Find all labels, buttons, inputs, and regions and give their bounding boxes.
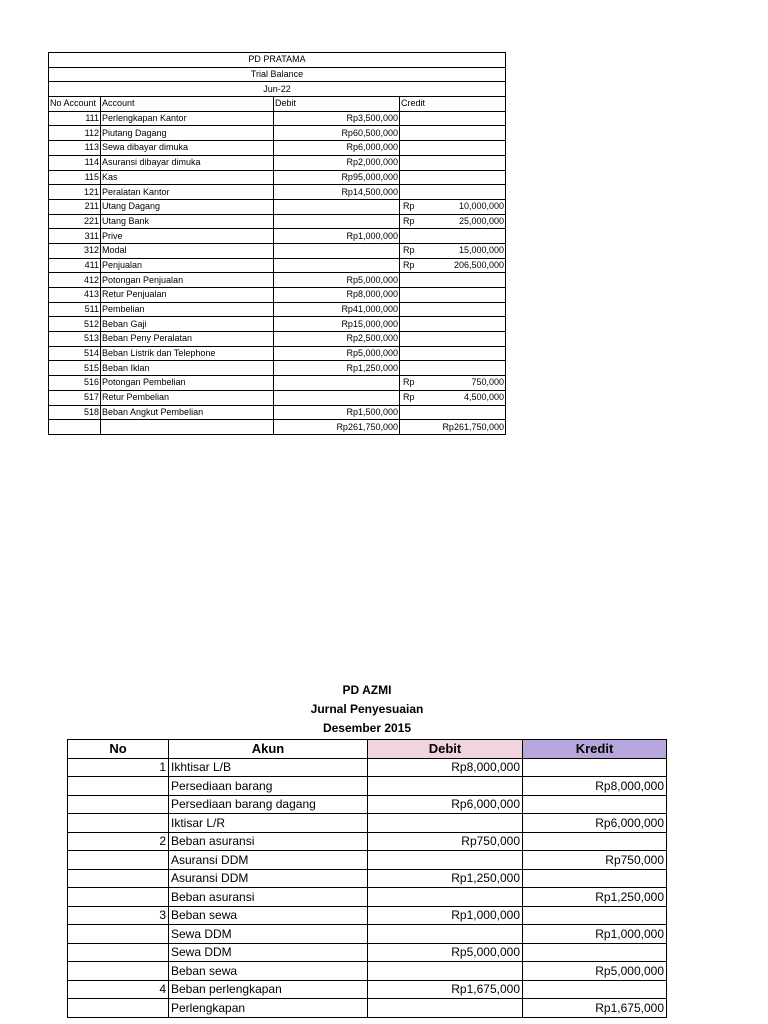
tb-credit xyxy=(400,155,506,170)
adjusting-journal-table xyxy=(67,739,667,1018)
tb-debit: Rp3,500,000 xyxy=(274,111,400,126)
tb-credit-amount: 750,000 xyxy=(471,377,504,388)
tb-credit-currency: Rp xyxy=(403,377,415,388)
tb-account-name: Piutang Dagang xyxy=(101,126,274,141)
tb-credit xyxy=(400,185,506,200)
tb-account-name: Beban Peny Peralatan xyxy=(101,332,274,347)
tb-credit xyxy=(400,361,506,376)
tb-credit xyxy=(400,243,506,258)
jp-kredit: Rp5,000,000 xyxy=(523,962,667,981)
jp-akun: Sewa DDM xyxy=(169,925,368,944)
jp-no xyxy=(68,943,169,962)
tb-header-no-account: No Account xyxy=(49,97,101,112)
tb-credit-currency: Rp xyxy=(403,392,415,403)
tb-credit-amount: 4,500,000 xyxy=(463,392,504,403)
tb-row xyxy=(49,346,506,361)
jp-akun: Sewa DDM xyxy=(169,943,368,962)
jp-no xyxy=(68,888,169,907)
tb-credit xyxy=(400,288,506,303)
jp-debit xyxy=(368,888,523,907)
jp-kredit xyxy=(523,832,667,851)
tb-credit-currency: Rp xyxy=(403,215,415,226)
tb-debit: Rp8,000,000 xyxy=(274,288,400,303)
tb-row xyxy=(49,185,506,200)
tb-title: Trial Balance xyxy=(49,67,506,82)
tb-period: Jun-22 xyxy=(49,82,506,97)
tb-credit xyxy=(400,405,506,420)
jp-header-debit: Debit xyxy=(368,740,523,759)
tb-credit-wrap xyxy=(401,378,504,387)
jp-debit: Rp8,000,000 xyxy=(368,758,523,777)
tb-row xyxy=(49,390,506,405)
tb-row xyxy=(49,405,506,420)
tb-row xyxy=(49,243,506,258)
tb-account-no: 516 xyxy=(49,376,101,391)
tb-credit-wrap xyxy=(401,246,504,255)
tb-account-no: 518 xyxy=(49,405,101,420)
jp-kredit: Rp1,250,000 xyxy=(523,888,667,907)
tb-account-name: Potongan Pembelian xyxy=(101,376,274,391)
tb-account-no: 114 xyxy=(49,155,101,170)
tb-account-name: Penjualan xyxy=(101,258,274,273)
jp-kredit: Rp750,000 xyxy=(523,851,667,870)
tb-account-no: 513 xyxy=(49,332,101,347)
tb-credit xyxy=(400,229,506,244)
jp-title: Jurnal Penyesuaian xyxy=(310,702,424,716)
tb-credit xyxy=(400,346,506,361)
tb-debit xyxy=(274,376,400,391)
tb-row xyxy=(49,126,506,141)
jp-debit: Rp5,000,000 xyxy=(368,943,523,962)
tb-account-name: Prive xyxy=(101,229,274,244)
tb-total-debit: Rp261,750,000 xyxy=(274,420,400,435)
tb-credit-amount: 206,500,000 xyxy=(453,259,504,270)
tb-header-debit: Debit xyxy=(274,97,400,112)
tb-credit-amount: 10,000,000 xyxy=(458,201,504,212)
tb-credit xyxy=(400,214,506,229)
jp-row xyxy=(68,925,667,944)
tb-credit xyxy=(400,258,506,273)
jp-row xyxy=(68,851,667,870)
tb-account-name: Potongan Penjualan xyxy=(101,273,274,288)
tb-header-credit: Credit xyxy=(400,97,506,112)
jp-no: 3 xyxy=(68,906,169,925)
tb-total-no xyxy=(49,420,101,435)
tb-total-credit: Rp261,750,000 xyxy=(400,420,506,435)
tb-credit-currency: Rp xyxy=(403,201,415,212)
tb-account-no: 221 xyxy=(49,214,101,229)
jp-no xyxy=(68,962,169,981)
tb-credit xyxy=(400,376,506,391)
tb-account-no: 312 xyxy=(49,243,101,258)
jp-no xyxy=(68,999,169,1018)
tb-debit: Rp95,000,000 xyxy=(274,170,400,185)
tb-account-no: 514 xyxy=(49,346,101,361)
jp-debit: Rp1,250,000 xyxy=(368,869,523,888)
tb-account-no: 515 xyxy=(49,361,101,376)
jp-row xyxy=(68,888,667,907)
jp-debit xyxy=(368,999,523,1018)
tb-row xyxy=(49,141,506,156)
tb-account-no: 113 xyxy=(49,141,101,156)
tb-debit: Rp1,500,000 xyxy=(274,405,400,420)
tb-credit xyxy=(400,170,506,185)
jp-header-akun: Akun xyxy=(169,740,368,759)
jp-debit: Rp1,675,000 xyxy=(368,980,523,999)
jp-akun: Persediaan barang xyxy=(169,777,368,796)
jp-akun: Perlengkapan xyxy=(169,999,368,1018)
jp-row xyxy=(68,795,667,814)
jp-no: 1 xyxy=(68,758,169,777)
tb-account-no: 112 xyxy=(49,126,101,141)
tb-debit: Rp60,500,000 xyxy=(274,126,400,141)
jp-akun: Asuransi DDM xyxy=(169,869,368,888)
jp-row xyxy=(68,777,667,796)
jp-kredit xyxy=(523,795,667,814)
jp-kredit: Rp1,000,000 xyxy=(523,925,667,944)
jp-akun: Beban asuransi xyxy=(169,832,368,851)
tb-credit-currency: Rp xyxy=(403,245,415,256)
jp-no xyxy=(68,795,169,814)
jp-row xyxy=(68,999,667,1018)
tb-credit xyxy=(400,317,506,332)
jp-row xyxy=(68,869,667,888)
jp-row xyxy=(68,814,667,833)
tb-credit-wrap xyxy=(401,393,504,402)
jp-debit xyxy=(368,777,523,796)
tb-account-name: Beban Angkut Pembelian xyxy=(101,405,274,420)
tb-total-row xyxy=(49,420,506,435)
jp-header-kredit: Kredit xyxy=(523,740,667,759)
jp-debit xyxy=(368,814,523,833)
tb-account-no: 121 xyxy=(49,185,101,200)
tb-header-account: Account xyxy=(101,97,274,112)
jp-row xyxy=(68,980,667,999)
jp-debit: Rp6,000,000 xyxy=(368,795,523,814)
jp-akun: Iktisar L/R xyxy=(169,814,368,833)
tb-debit xyxy=(274,390,400,405)
tb-row xyxy=(49,214,506,229)
tb-company-row xyxy=(49,53,506,68)
tb-company: PD PRATAMA xyxy=(49,53,506,68)
jp-row xyxy=(68,943,667,962)
tb-account-name: Modal xyxy=(101,243,274,258)
tb-account-name: Asuransi dibayar dimuka xyxy=(101,155,274,170)
tb-debit: Rp14,500,000 xyxy=(274,185,400,200)
tb-debit: Rp5,000,000 xyxy=(274,346,400,361)
tb-row xyxy=(49,199,506,214)
tb-credit-wrap xyxy=(401,217,504,226)
tb-credit xyxy=(400,141,506,156)
jp-row xyxy=(68,962,667,981)
tb-account-name: Kas xyxy=(101,170,274,185)
tb-account-name: Retur Pembelian xyxy=(101,390,274,405)
jp-akun: Beban perlengkapan xyxy=(169,980,368,999)
jp-akun: Asuransi DDM xyxy=(169,851,368,870)
tb-total-label xyxy=(101,420,274,435)
tb-account-no: 111 xyxy=(49,111,101,126)
tb-credit-currency: Rp xyxy=(403,259,415,270)
tb-credit xyxy=(400,199,506,214)
jp-row xyxy=(68,758,667,777)
jp-kredit: Rp6,000,000 xyxy=(523,814,667,833)
jp-kredit xyxy=(523,943,667,962)
tb-credit xyxy=(400,332,506,347)
tb-debit: Rp2,000,000 xyxy=(274,155,400,170)
tb-account-name: Retur Penjualan xyxy=(101,288,274,303)
tb-account-no: 115 xyxy=(49,170,101,185)
tb-account-name: Utang Dagang xyxy=(101,199,274,214)
tb-account-name: Sewa dibayar dimuka xyxy=(101,141,274,156)
jp-period: Desember 2015 xyxy=(322,721,412,735)
tb-account-no: 411 xyxy=(49,258,101,273)
jp-no xyxy=(68,814,169,833)
jp-header-no: No xyxy=(68,740,169,759)
jp-kredit xyxy=(523,758,667,777)
jp-kredit xyxy=(523,869,667,888)
tb-credit xyxy=(400,126,506,141)
tb-account-name: Peralatan Kantor xyxy=(101,185,274,200)
tb-row xyxy=(49,111,506,126)
tb-row xyxy=(49,170,506,185)
jp-akun: Persediaan barang dagang xyxy=(169,795,368,814)
tb-account-name: Beban Listrik dan Telephone xyxy=(101,346,274,361)
tb-row xyxy=(49,361,506,376)
jp-debit: Rp1,000,000 xyxy=(368,906,523,925)
jp-debit xyxy=(368,925,523,944)
tb-debit: Rp15,000,000 xyxy=(274,317,400,332)
tb-credit xyxy=(400,390,506,405)
tb-account-no: 413 xyxy=(49,288,101,303)
jp-row xyxy=(68,832,667,851)
jp-akun: Ikhtisar L/B xyxy=(169,758,368,777)
jp-no xyxy=(68,869,169,888)
tb-debit xyxy=(274,258,400,273)
tb-debit: Rp1,000,000 xyxy=(274,229,400,244)
tb-account-no: 211 xyxy=(49,199,101,214)
tb-title-row xyxy=(49,67,506,82)
tb-credit xyxy=(400,302,506,317)
tb-row xyxy=(49,332,506,347)
tb-credit-amount: 25,000,000 xyxy=(458,215,504,226)
jp-no: 2 xyxy=(68,832,169,851)
tb-account-no: 517 xyxy=(49,390,101,405)
tb-debit: Rp2,500,000 xyxy=(274,332,400,347)
tb-header-row xyxy=(49,97,506,112)
jp-debit xyxy=(368,962,523,981)
jp-kredit xyxy=(523,906,667,925)
tb-debit: Rp6,000,000 xyxy=(274,141,400,156)
jp-akun: Beban sewa xyxy=(169,906,368,925)
jp-kredit xyxy=(523,980,667,999)
tb-row xyxy=(49,273,506,288)
jp-kredit: Rp1,675,000 xyxy=(523,999,667,1018)
tb-row xyxy=(49,288,506,303)
jp-header-row xyxy=(68,740,667,759)
tb-credit-wrap xyxy=(401,261,504,270)
jp-debit xyxy=(368,851,523,870)
tb-row xyxy=(49,317,506,332)
tb-debit xyxy=(274,199,400,214)
tb-row xyxy=(49,258,506,273)
tb-row xyxy=(49,155,506,170)
tb-account-no: 412 xyxy=(49,273,101,288)
jp-akun: Beban sewa xyxy=(169,962,368,981)
tb-debit: Rp1,250,000 xyxy=(274,361,400,376)
jp-no xyxy=(68,777,169,796)
tb-credit xyxy=(400,273,506,288)
jp-no: 4 xyxy=(68,980,169,999)
tb-row xyxy=(49,229,506,244)
jp-row xyxy=(68,906,667,925)
tb-account-name: Beban Iklan xyxy=(101,361,274,376)
tb-account-no: 511 xyxy=(49,302,101,317)
tb-debit: Rp5,000,000 xyxy=(274,273,400,288)
tb-debit xyxy=(274,214,400,229)
jp-kredit: Rp8,000,000 xyxy=(523,777,667,796)
tb-account-name: Perlengkapan Kantor xyxy=(101,111,274,126)
trial-balance-table xyxy=(48,52,506,435)
jp-company: PD AZMI xyxy=(342,683,392,697)
tb-debit: Rp41,000,000 xyxy=(274,302,400,317)
tb-account-no: 311 xyxy=(49,229,101,244)
jp-no xyxy=(68,925,169,944)
tb-account-name: Utang Bank xyxy=(101,214,274,229)
tb-credit-amount: 15,000,000 xyxy=(458,245,504,256)
tb-row xyxy=(49,376,506,391)
jp-akun: Beban asuransi xyxy=(169,888,368,907)
jp-no xyxy=(68,851,169,870)
tb-credit-wrap xyxy=(401,202,504,211)
tb-debit xyxy=(274,243,400,258)
tb-credit xyxy=(400,111,506,126)
tb-period-row xyxy=(49,82,506,97)
tb-account-name: Beban Gaji xyxy=(101,317,274,332)
tb-row xyxy=(49,302,506,317)
tb-account-name: Pembelian xyxy=(101,302,274,317)
tb-account-no: 512 xyxy=(49,317,101,332)
jp-debit: Rp750,000 xyxy=(368,832,523,851)
